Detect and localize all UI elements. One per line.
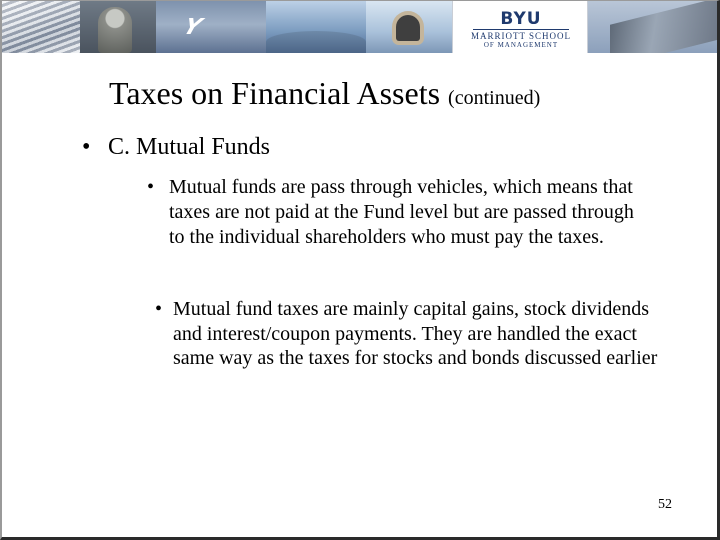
banner-photo-bell (366, 1, 452, 53)
logo-main-text: BYU (500, 9, 542, 29)
page-number: 52 (658, 497, 672, 512)
banner-photo-mountain-y (156, 1, 266, 53)
logo-line1: MARRIOTT SCHOOL (470, 31, 572, 41)
slide-title-main: Taxes on Financial Assets (109, 75, 441, 111)
bullet-l2-text: Mutual funds are pass through vehicles, which means that taxes are not paid at the Fund level but are passed through to the individual shareholders who must pay the taxes. (169, 176, 634, 248)
bullet-l1-text: C. Mutual Funds (108, 134, 271, 160)
byu-marriott-logo (452, 1, 588, 53)
bullet-dot-icon: • (82, 134, 91, 160)
banner-photo-columns (2, 1, 80, 53)
bullet-l3-text: Mutual fund taxes are mainly capital gains, stock dividends and interest/coupon payments. They are handled the exact same way as the taxes for stocks and bonds discussed earlier (173, 298, 658, 369)
slide-title (109, 75, 540, 112)
bullet-dot-icon: • (155, 298, 163, 320)
bullet-level-1 (82, 134, 270, 161)
bullet-level-3 (155, 297, 665, 371)
logo-divider (473, 29, 569, 30)
banner-photo-building (588, 1, 718, 53)
bell-icon (396, 15, 420, 41)
banner-photo-statue (80, 1, 156, 53)
logo-line2: OF MANAGEMENT (483, 41, 559, 49)
bullet-level-2 (147, 175, 647, 250)
y-mountain-icon: Y (179, 15, 203, 40)
header-banner (2, 1, 718, 53)
slide-title-suffix: (continued) (448, 87, 541, 109)
banner-photo-landscape (266, 1, 366, 53)
bullet-dot-icon: • (147, 176, 155, 198)
statue-icon (98, 7, 132, 53)
